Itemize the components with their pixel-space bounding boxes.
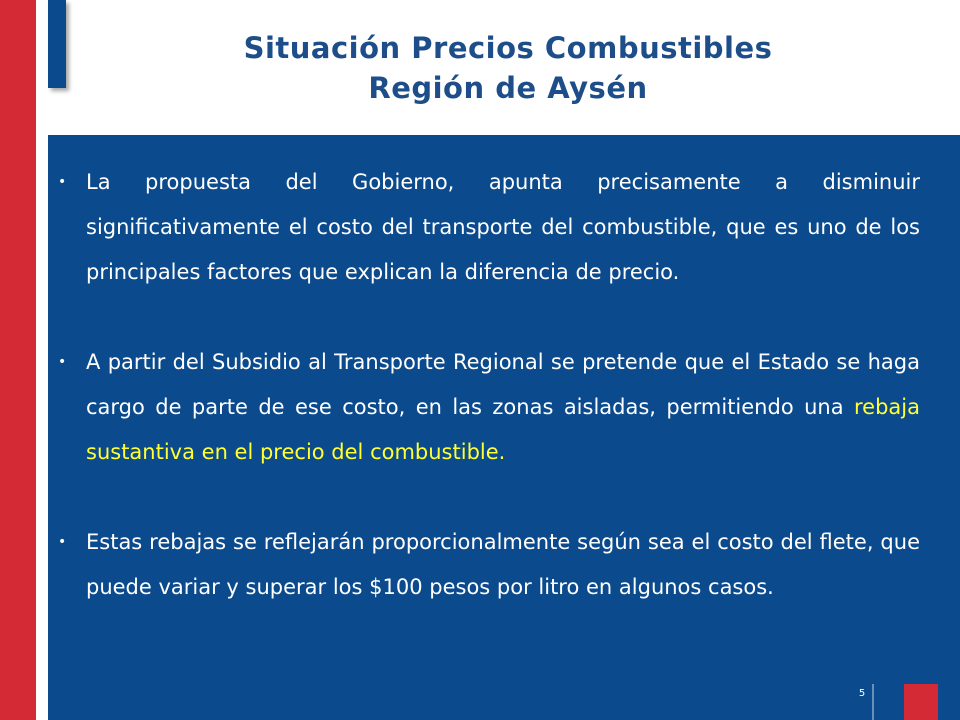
title-line-2: Región de Aysén bbox=[368, 71, 648, 105]
page-number: 5 bbox=[858, 688, 866, 699]
slide-title bbox=[90, 28, 926, 108]
bullet-text: La propuesta del Gobierno, apunta precisamente a disminuir significativamente el costo del transporte del combustible, que es uno de los principales factores que explican la diferencia de precio. bbox=[86, 170, 920, 284]
left-red-stripe bbox=[0, 0, 36, 720]
corner-divider bbox=[872, 684, 904, 720]
bullet-text: Estas rebajas se reflejarán proporcionalmente según sea el costo del flete, que puede variar y superar los $100 pesos por litro en algunos casos. bbox=[86, 530, 920, 599]
bullet-item-3 bbox=[56, 520, 920, 610]
bullet-item-2 bbox=[56, 340, 920, 475]
bullet-text: A partir del Subsidio al Transporte Regional se pretende que el Estado se haga cargo de parte de ese costo, en las zonas aisladas, permitiendo una bbox=[86, 350, 920, 419]
title-accent-tab bbox=[48, 0, 66, 88]
title-line-1: Situación Precios Combustibles bbox=[243, 31, 773, 65]
corner-red-block bbox=[904, 684, 938, 720]
left-white-stripe bbox=[36, 0, 48, 720]
bullet-highlight-text: rebaja sustantiva en el precio del combustible. bbox=[86, 395, 920, 464]
bullet-item-1 bbox=[56, 160, 920, 295]
bullet-list bbox=[56, 160, 920, 655]
